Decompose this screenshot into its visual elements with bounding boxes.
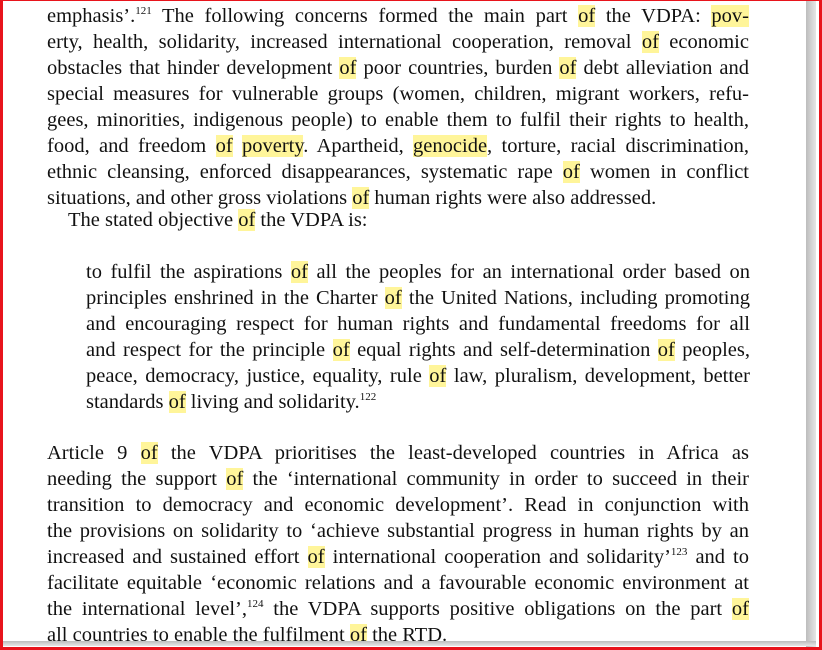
text-run: to fulfil the aspirations bbox=[86, 261, 291, 283]
text-run: peoples, bbox=[674, 339, 750, 361]
search-highlight: of bbox=[307, 546, 325, 568]
text-run: debt alleviation and bbox=[576, 57, 749, 79]
text-run: international cooperation and solidarity’ bbox=[324, 546, 671, 568]
text-run: the VDPA supports positive obligations on the part bbox=[263, 598, 732, 620]
text-run: all countries to enable the fulfilment bbox=[47, 624, 350, 641]
text-run: Article 9 bbox=[47, 442, 141, 464]
text-run: equal rights and self-determination bbox=[349, 339, 658, 361]
text-run: obstacles that hinder development bbox=[47, 57, 340, 79]
text-line bbox=[47, 544, 749, 570]
text-run: and encouraging respect for human rights and fundamental freedoms for all bbox=[86, 313, 750, 335]
text-line bbox=[86, 337, 750, 363]
text-run: the provisions on solidarity to ‘achieve substantial progress in human rights by an bbox=[47, 520, 749, 542]
text-line bbox=[68, 207, 749, 233]
text-run: living and solidarity. bbox=[185, 391, 360, 413]
text-line bbox=[47, 29, 749, 55]
search-highlight: of bbox=[238, 209, 256, 231]
text-line bbox=[86, 363, 750, 389]
text-run: the international level’, bbox=[47, 598, 247, 620]
text-line bbox=[47, 622, 749, 641]
text-line bbox=[47, 440, 749, 466]
text-run: the VDPA prioritises the least-developed countries in Africa as bbox=[157, 442, 750, 464]
footnote-marker: 123 bbox=[670, 546, 688, 559]
text-run: transition to democracy and economic development’. Read in conjunction with bbox=[47, 494, 749, 516]
search-highlight: poverty bbox=[242, 135, 304, 157]
text-run bbox=[233, 135, 242, 157]
search-highlight: of bbox=[641, 31, 659, 53]
search-highlight: of bbox=[290, 261, 308, 283]
text-line bbox=[86, 259, 750, 285]
text-line bbox=[47, 133, 749, 159]
search-highlight: of bbox=[168, 391, 186, 413]
search-highlight: of bbox=[384, 287, 402, 309]
search-highlight: of bbox=[731, 598, 749, 620]
text-run: increased and sustained effort bbox=[47, 546, 308, 568]
text-line bbox=[47, 492, 749, 518]
text-run: special measures for vulnerable groups (women, children, migrant workers, refu- bbox=[47, 83, 749, 105]
text-run: and respect for the principle bbox=[86, 339, 333, 361]
text-run: the United Nations, including promoting bbox=[401, 287, 750, 309]
text-line bbox=[47, 570, 749, 596]
text-run: law, pluralism, development, better bbox=[446, 365, 750, 387]
text-run: peace, democracy, justice, equality, rule bbox=[86, 365, 430, 387]
search-highlight: of bbox=[429, 365, 447, 387]
search-highlight: of bbox=[562, 161, 580, 183]
text-run: the VDPA: bbox=[595, 5, 712, 27]
search-highlight: of bbox=[215, 135, 233, 157]
text-run: gees, minorities, indigenous people) to enable them to fulfil their rights to health, bbox=[47, 109, 749, 131]
text-run: situations, and other gross violations bbox=[47, 187, 353, 209]
text-run: The following concerns formed the main part bbox=[151, 5, 579, 27]
text-run: ethnic cleansing, enforced disappearances, systematic rape bbox=[47, 161, 563, 183]
text-run: . Apartheid, bbox=[303, 135, 414, 157]
search-highlight: of bbox=[226, 468, 244, 490]
search-highlight: of bbox=[657, 339, 675, 361]
text-run: emphasis’. bbox=[47, 5, 136, 27]
text-run: the RTD. bbox=[366, 624, 448, 641]
search-highlight: of bbox=[350, 624, 367, 641]
search-highlight: of bbox=[559, 57, 577, 79]
search-highlight: of bbox=[578, 5, 596, 27]
text-line bbox=[47, 518, 749, 544]
search-highlight: of bbox=[140, 442, 158, 464]
footnote-marker: 122 bbox=[359, 391, 377, 404]
search-highlight: of bbox=[339, 57, 357, 79]
text-run: food, and freedom bbox=[47, 135, 216, 157]
text-line bbox=[47, 55, 749, 81]
text-run: The stated objective bbox=[68, 209, 239, 231]
text-run: women in conflict bbox=[579, 161, 750, 183]
text-run: erty, health, solidarity, increased international cooperation, removal bbox=[47, 31, 642, 53]
text-run: and to bbox=[687, 546, 750, 568]
text-run: needing the support bbox=[47, 468, 227, 490]
text-run: human rights were also addressed. bbox=[369, 187, 657, 209]
text-line bbox=[86, 285, 750, 311]
search-highlight: of bbox=[332, 339, 350, 361]
footnote-marker: 124 bbox=[247, 598, 264, 611]
text-line bbox=[47, 107, 749, 133]
text-run: , torture, racial discrimination, bbox=[487, 135, 749, 157]
text-line bbox=[47, 159, 749, 185]
footnote-marker: 121 bbox=[135, 5, 152, 18]
search-highlight: pov- bbox=[711, 5, 749, 27]
page-shadow-bottom bbox=[0, 641, 816, 646]
text-run: facilitate equitable ‘economic relations and a favourable economic environment at bbox=[47, 572, 749, 594]
text-run: economic bbox=[658, 31, 749, 53]
text-run: all the peoples for an international order based on bbox=[307, 261, 751, 283]
page-shadow-right bbox=[806, 0, 816, 650]
text-line bbox=[86, 311, 750, 337]
text-run: poor countries, burden bbox=[356, 57, 560, 79]
text-line bbox=[47, 81, 749, 107]
text-run: the ‘international community in order to succeed in their bbox=[243, 468, 749, 490]
text-run: principles enshrined in the Charter bbox=[86, 287, 385, 309]
text-line bbox=[47, 466, 749, 492]
search-highlight: of bbox=[352, 187, 370, 209]
text-run: the VDPA is: bbox=[255, 209, 368, 231]
text-run: standards bbox=[86, 391, 169, 413]
search-highlight: genocide bbox=[413, 135, 488, 157]
text-line bbox=[47, 3, 749, 29]
text-line bbox=[86, 389, 750, 415]
text-line bbox=[47, 596, 749, 622]
